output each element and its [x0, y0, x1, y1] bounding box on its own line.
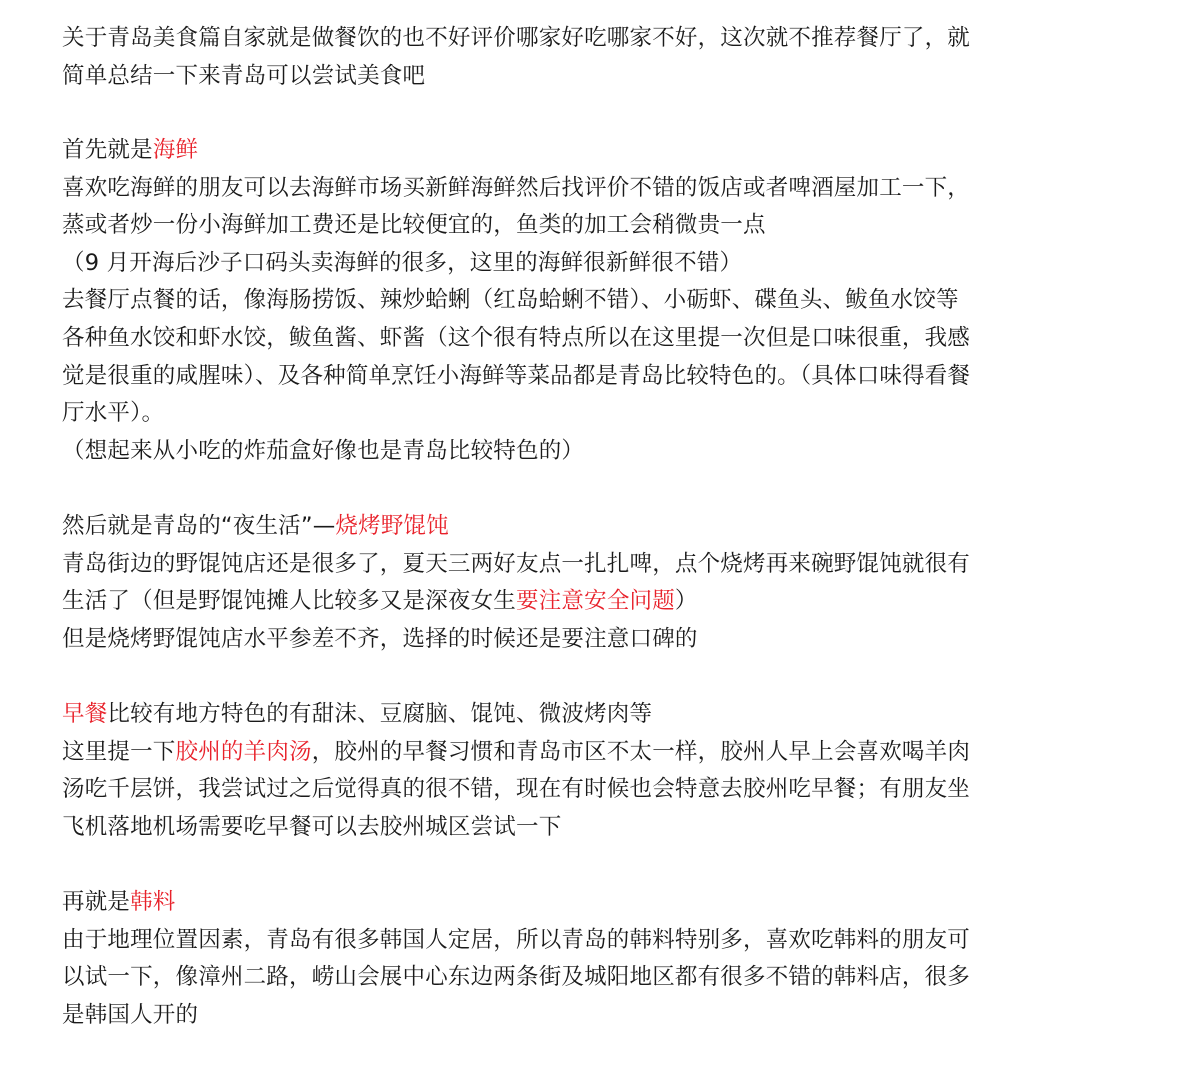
korean-line: 是韩国人开的 [62, 1001, 199, 1028]
breakfast-heading [62, 696, 1072, 734]
seafood-line: 去餐厅点餐的话，像海肠捞饭、辣炒蛤蜊（红岛蛤蜊不错）、小砺虾、碟鱼头、鲅鱼水饺等 [62, 287, 959, 314]
body-text: 这里提一下 [62, 738, 176, 765]
nightlife-section [62, 508, 1072, 658]
korean-line: 由于地理位置因素，青岛有很多韩国人定居，所以青岛的韩料特别多，喜欢吃韩料的朋友可 [62, 926, 971, 953]
highlight-text: 韩料 [130, 889, 176, 915]
heading-text: 然后就是青岛的“夜生活”— [62, 513, 336, 539]
intro-line: 关于青岛美食篇自家就是做餐饮的也不好评价哪家好吃哪家不好，这次就不推荐餐厅了，就 [62, 25, 971, 51]
nightlife-line [62, 583, 1072, 621]
nightlife-line: 但是烧烤野馄饨店水平参差不齐，选择的时候还是要注意口碑的 [62, 625, 698, 652]
korean-heading [62, 884, 1072, 922]
seafood-heading [62, 132, 1072, 170]
heading-text: 再就是 [62, 889, 131, 915]
highlight-text: 烧烤野馄饨 [335, 513, 449, 539]
korean-line: 以试一下，像漳州二路，崂山会展中心东边两条街及城阳地区都有很多不错的韩料店，很多 [62, 964, 971, 991]
highlight-text: 要注意安全问题 [516, 588, 675, 615]
heading-text: 比较有地方特色的有甜沫、豆腐脑、馄饨、微波烤肉等 [107, 701, 653, 727]
seafood-line: 喜欢吃海鲜的朋友可以去海鲜市场买新鲜海鲜然后找评价不错的饭店或者啤酒屋加工一下， [62, 174, 971, 201]
seafood-line: 觉是很重的咸腥味）、及各种简单烹饪小海鲜等菜品都是青岛比较特色的。（具体口味得看餐 [62, 362, 971, 389]
breakfast-line: 汤吃千层饼，我尝试过之后觉得真的很不错，现在有时候也会特意去胶州吃早餐；有朋友坐 [62, 776, 971, 803]
intro-line: 简单总结一下来青岛可以尝试美食吧 [62, 62, 426, 89]
breakfast-line: 飞机落地机场需要吃早餐可以去胶州城区尝试一下 [62, 813, 562, 840]
body-text: ） [674, 588, 698, 615]
breakfast-line [62, 734, 1072, 772]
seafood-section [62, 132, 1072, 470]
breakfast-section [62, 696, 1072, 846]
seafood-line: 各种鱼水饺和虾水饺，鲅鱼酱、虾酱（这个很有特点所以在这里提一次但是口味很重，我感 [62, 324, 971, 351]
nightlife-heading [62, 508, 1072, 546]
heading-text: 首先就是 [62, 137, 153, 163]
highlight-text: 胶州的羊肉汤 [175, 738, 312, 765]
body-text: ，胶州的早餐习惯和青岛市区不太一样，胶州人早上会喜欢喝羊肉 [311, 738, 971, 765]
seafood-line: （9 月开海后沙子口码头卖海鲜的很多，这里的海鲜很新鲜很不错） [62, 249, 743, 276]
seafood-line: （想起来从小吃的炸茄盒好像也是青岛比较特色的） [62, 437, 585, 464]
highlight-text: 海鲜 [152, 137, 199, 163]
korean-section [62, 884, 1072, 1034]
nightlife-line: 青岛街边的野馄饨店还是很多了，夏天三两好友点一扎扎啤，点个烧烤再来碗野馄饨就很有 [62, 550, 971, 577]
highlight-text: 早餐 [62, 701, 108, 727]
seafood-line: 蒸或者炒一份小海鲜加工费还是比较便宜的，鱼类的加工会稍微贵一点 [62, 212, 766, 239]
intro-paragraph [62, 20, 1072, 95]
seafood-line: 厅水平）。 [62, 400, 165, 427]
body-text: 生活了（但是野馄饨摊人比较多又是深夜女生 [62, 588, 517, 615]
